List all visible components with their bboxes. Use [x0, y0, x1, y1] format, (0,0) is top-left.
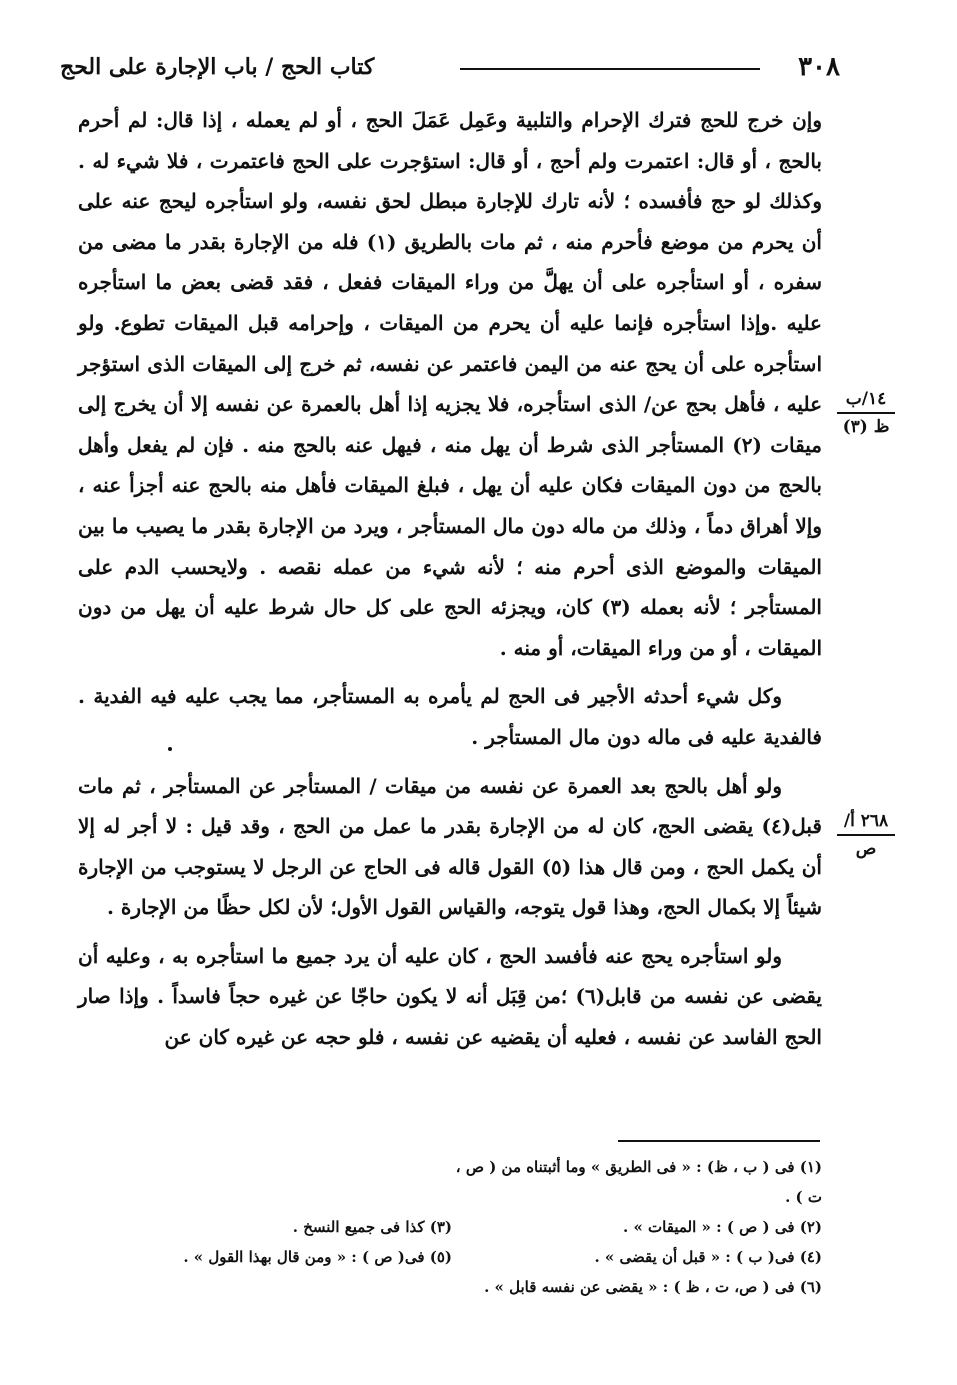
paragraph: ولو أهل بالحج بعد العمرة عن نفسه من ميقات / المستأجر عن المستأجر ، ثم مات قبل(٤) يقضى الحج، كان له من الإجارة بقدر ما عمل من الحج ، وقد قيل : لا أجر له إلا أن يكمل الحج ، ومن قال هذا (٥) القول قاله فى الحاج عن الرجل لا يستوجب من الإجارة شيئاً إلا بكمال الحج، وهذا قول يتوجه، والقياس القول الأول؛ لأن لكل حظًا من الإجارة .	[78, 773, 822, 920]
page-header	[60, 48, 840, 88]
paragraph: ولو استأجره يحج عنه فأفسد الحج ، كان عليه أن يرد جميع ما استأجره به ، وعليه أن يقضى عن نفسه من قابل(٦) ؛من قِبَل أنه لا يكون حاجّا عن غيره حجاً فاسداً . وإذا صار الحج الفاسد عن نفسه ، فعليه أن يقضيه عن نفسه ، فلو حجه عن غيره كان عن	[78, 943, 822, 1050]
body-text	[78, 100, 822, 1066]
footnote: (١) فى ( ب ، ظ) : « فى الطريق » وما أثبتناه من ( ص ، ت ) .	[455, 1158, 822, 1206]
footnote	[120, 1272, 452, 1302]
paragraph: وإن خرج للحج فترك الإحرام والتلبية وعَمِل عَمَلَ الحج ، أو لم يعمله ، إذا قال: لم أحرم بالحج ، أو قال: اعتمرت ولم أحج ، أو قال: استؤجرت على الحج فاعتمرت ، فلا شيء له . وكذلك لو حج فأفسده ؛ لأنه تارك للإجارة مبطل لحق نفسه، ولو استأجره ليحج عنه على أن يحرم من موضع فأحرم منه ، ثم مات بالطريق (١) فله من الإجارة بقدر ما مضى من سفره ، أو استأجره على أن يهلَّ من وراء الميقات ففعل ، فقد قضى بعض ما استأجره عليه .وإذا استأجره فإنما عليه أن يحرم من الميقات ، وإحرامه قبل الميقات تطوع. ولو استأجره على أن يحج عنه من اليمن فاعتمر عن نفسه، ثم خرج إلى الميقات الذى استؤجر عليه ، فأهل بحج عن/ الذى استأجره، فلا يجزيه إذا أهل بالعمرة عن نفسه إلا أن يخرج إلى ميقات (٢) المستأجر الذى شرط أن يهل منه ، فيهل عنه بالحج منه . فإن لم يفعل وأهل بالحج من دون الميقات فكان عليه أن يهل ، فبلغ الميقات فأهل منه بالحج عنه أجزأ عنه ، وإلا أهراق دماً ، وذلك من ماله دون مال المستأجر ، ويرد من الإجارة بقدر ما يصيب ما بين الميقات والموضع الذى أحرم منه ؛ لأنه شيء من عمله نقصه . ولايحسب الدم على المستأجر ؛ لأنه بعمله (٣) كان، ويجزئه الحج على كل حال شرط عليه أن يهل من دون الميقات ، أو من وراء الميقات، أو منه .	[78, 108, 822, 660]
running-title: كتاب الحج / باب الإجارة على الحج	[60, 54, 375, 80]
ink-speck	[168, 747, 172, 751]
footnote: (٤) فى( ب ) : « قبل أن يقضى » .	[594, 1248, 822, 1266]
footnote-rule	[618, 1140, 820, 1142]
footnote: (٢) فى ( ص ) : « الميقات » .	[623, 1218, 822, 1236]
margin-note	[837, 388, 895, 438]
margin-note-folio: ٢٦٨ أ/	[837, 810, 895, 836]
footnote-row	[120, 1242, 822, 1272]
footnote-row	[120, 1212, 822, 1242]
footnote: (٥) فى( ص ) : « ومن قال بهذا القول » .	[183, 1248, 452, 1266]
header-rule	[460, 68, 760, 70]
footnote-row	[120, 1152, 822, 1212]
footnote	[120, 1152, 452, 1212]
footnote: (٣) كذا فى جميع النسخ .	[292, 1218, 452, 1236]
margin-note	[837, 810, 895, 860]
paragraph: وكل شيء أحدثه الأجير فى الحج لم يأمره به المستأجر، مما يجب عليه فيه الفدية . فالفدية عليه فى ماله دون مال المستأجر .	[78, 684, 822, 749]
page-number: ٣٠٨	[798, 52, 840, 82]
footnote-row	[120, 1272, 822, 1302]
margin-note-manuscript: ص	[855, 839, 877, 859]
footnotes	[120, 1152, 822, 1302]
margin-note-manuscript: ظ (٣)	[842, 417, 890, 437]
margin-note-folio: ١٤/ب	[837, 388, 895, 414]
footnote: (٦) فى ( ص، ت ، ظ ) : « يقضى عن نفسه قابل » .	[484, 1278, 822, 1296]
